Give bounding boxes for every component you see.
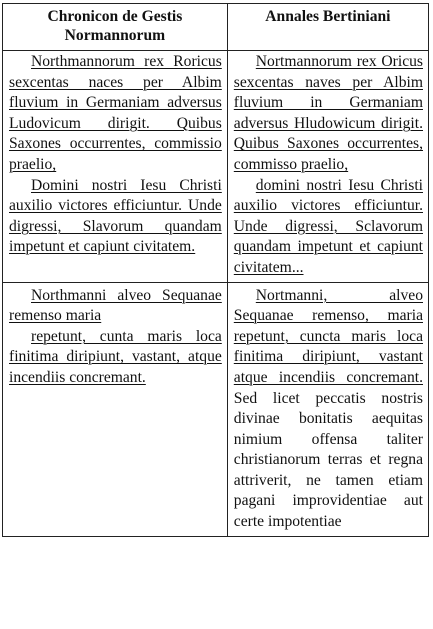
table-header-row [3, 4, 429, 51]
paragraph [9, 52, 222, 176]
paragraph [9, 286, 222, 327]
paragraph [9, 176, 222, 258]
underlined-text: Northmannorum rex Roricus sexcentas naces per Albim fluvium in Germaniam adversus Ludovicum dirigit. Quibus Saxones occurrentes, commissio praelio, [9, 53, 222, 173]
document-page [2, 3, 429, 537]
table-row [3, 51, 429, 283]
cell-row2-left [3, 282, 228, 536]
table-row [3, 282, 429, 536]
paragraph [9, 327, 222, 389]
cell-row1-left [3, 51, 228, 283]
underlined-text: Nortmanni, alveo Sequanae remenso, maria repetunt, cuncta maris loca finitima diripiunt, vastant atque incendiis concremant. [233, 286, 423, 386]
paragraph [234, 286, 423, 533]
header-right: Annales Bertiniani [227, 4, 428, 51]
underlined-text: Nortmannorum rex Oricus sexcentas naves per Albim fluvium in Germaniam adversus Hludowicum dirigit. Quibus Saxones occurrentes, commisso praelio, [233, 53, 423, 173]
comparison-table [2, 3, 429, 537]
header-left: Chronicon de Gestis Normannorum [3, 4, 228, 51]
cell-row1-right [227, 51, 428, 283]
cell-row2-right [227, 282, 428, 536]
underlined-text: Northmanni alveo Sequanae remenso maria [9, 286, 222, 325]
underlined-text: Domini nostri Iesu Christi auxilio victores efficiuntur. Unde digressi, Slavorum quandam impetunt et capiunt civitatem. [9, 176, 222, 256]
paragraph [234, 52, 423, 176]
plain-text: Sed licet peccatis nostris divinae bonitatis aequitas nimium offensa taliter christianorum terras et regna attriverit, ne tamen etiam pagani improvidentiae aut certe impotentiae [233, 389, 423, 531]
underlined-text: repetunt, cunta maris loca finitima diripiunt, vastant, atque incendiis concremant. [9, 327, 222, 386]
underlined-text: domini nostri Iesu Christi auxilio victores efficiuntur. Unde digressi, Sclavorum quandam impetunt et capiunt civitatem... [233, 176, 423, 276]
paragraph [234, 176, 423, 279]
